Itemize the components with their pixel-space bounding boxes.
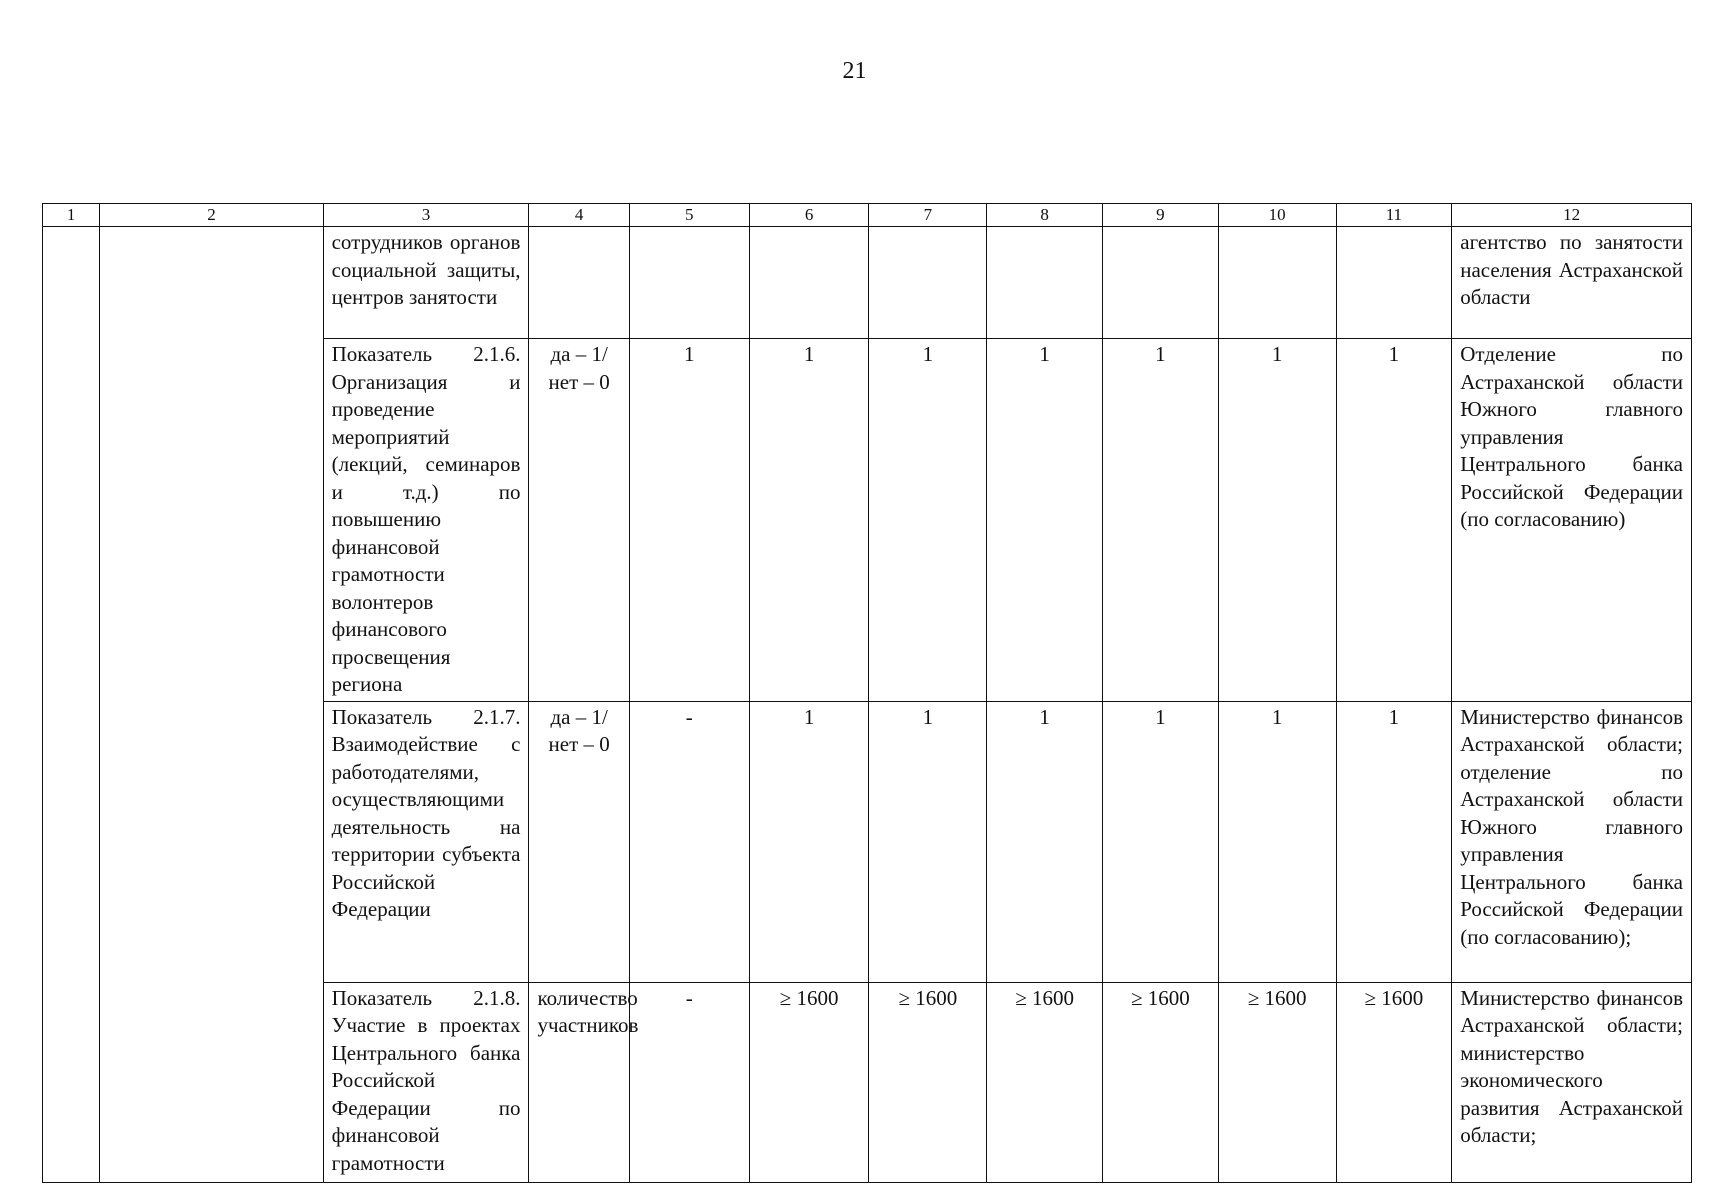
responsible-cell: Отделение по Астраханской области Южного главного управления Центрального банка Российской Федерации (по согласованию) [1452, 339, 1692, 702]
value-cell: ≥ 1600 [1218, 982, 1336, 1182]
unit-cell: количество участников [529, 982, 629, 1182]
unit-cell [529, 227, 629, 339]
value-cell [987, 227, 1103, 339]
value-cell: 1 [869, 339, 987, 702]
column-number-row [43, 204, 1692, 227]
responsible-cell: агентство по занятости населения Астраханской области [1452, 227, 1692, 339]
column-number: 8 [987, 204, 1103, 227]
responsible-cell: Министерство финансов Астраханской области; отделение по Астраханской области Южного главного управления Центрального банка Российской Федерации (по согласованию); [1452, 701, 1692, 982]
column-number: 3 [323, 204, 529, 227]
value-cell [1218, 227, 1336, 339]
value-cell: 1 [629, 339, 749, 702]
page-number: 21 [842, 58, 867, 84]
value-cell: ≥ 1600 [1336, 982, 1452, 1182]
indicator-cell: Показатель 2.1.7. Взаимодействие с работодателями, осуществляющими деятельность на территории субъекта Российской Федерации [323, 701, 529, 982]
row-number-cell [43, 227, 100, 1183]
column-number: 6 [749, 204, 869, 227]
column-number: 12 [1452, 204, 1692, 227]
value-cell: 1 [1218, 339, 1336, 702]
value-cell [749, 227, 869, 339]
indicator-cell: Показатель 2.1.8. Участие в проектах Центрального банка Российской Федерации по финансовой грамотности [323, 982, 529, 1182]
unit-cell: да – 1/ нет – 0 [529, 339, 629, 702]
value-cell: ≥ 1600 [749, 982, 869, 1182]
value-cell: ≥ 1600 [869, 982, 987, 1182]
value-cell: 1 [1103, 701, 1219, 982]
column-number: 10 [1218, 204, 1336, 227]
indicator-cell: Показатель 2.1.6. Организация и проведение мероприятий (лекций, семинаров и т.д.) по повышению финансовой грамотности волонтеров финансового просвещения региона [323, 339, 529, 702]
value-cell: 1 [869, 701, 987, 982]
value-cell: 1 [1336, 701, 1452, 982]
column-number: 11 [1336, 204, 1452, 227]
column-number: 1 [43, 204, 100, 227]
column-number: 2 [100, 204, 323, 227]
task-name-cell [100, 227, 323, 1183]
value-cell [869, 227, 987, 339]
value-cell: - [629, 982, 749, 1182]
indicators-table [42, 203, 1692, 1183]
column-number: 4 [529, 204, 629, 227]
value-cell: 1 [1336, 339, 1452, 702]
value-cell: 1 [749, 701, 869, 982]
value-cell [1336, 227, 1452, 339]
column-number: 9 [1103, 204, 1219, 227]
table-row [43, 227, 1692, 339]
responsible-cell: Министерство финансов Астраханской области; министерство экономического развития Астраханской области; [1452, 982, 1692, 1182]
value-cell: 1 [987, 339, 1103, 702]
value-cell: 1 [1103, 339, 1219, 702]
value-cell: ≥ 1600 [987, 982, 1103, 1182]
unit-cell: да – 1/ нет – 0 [529, 701, 629, 982]
value-cell: 1 [987, 701, 1103, 982]
indicator-cell: сотрудников органов социальной защиты, центров занятости [323, 227, 529, 339]
value-cell: 1 [749, 339, 869, 702]
value-cell: ≥ 1600 [1103, 982, 1219, 1182]
value-cell: 1 [1218, 701, 1336, 982]
value-cell [629, 227, 749, 339]
column-number: 5 [629, 204, 749, 227]
column-number: 7 [869, 204, 987, 227]
value-cell: - [629, 701, 749, 982]
value-cell [1103, 227, 1219, 339]
